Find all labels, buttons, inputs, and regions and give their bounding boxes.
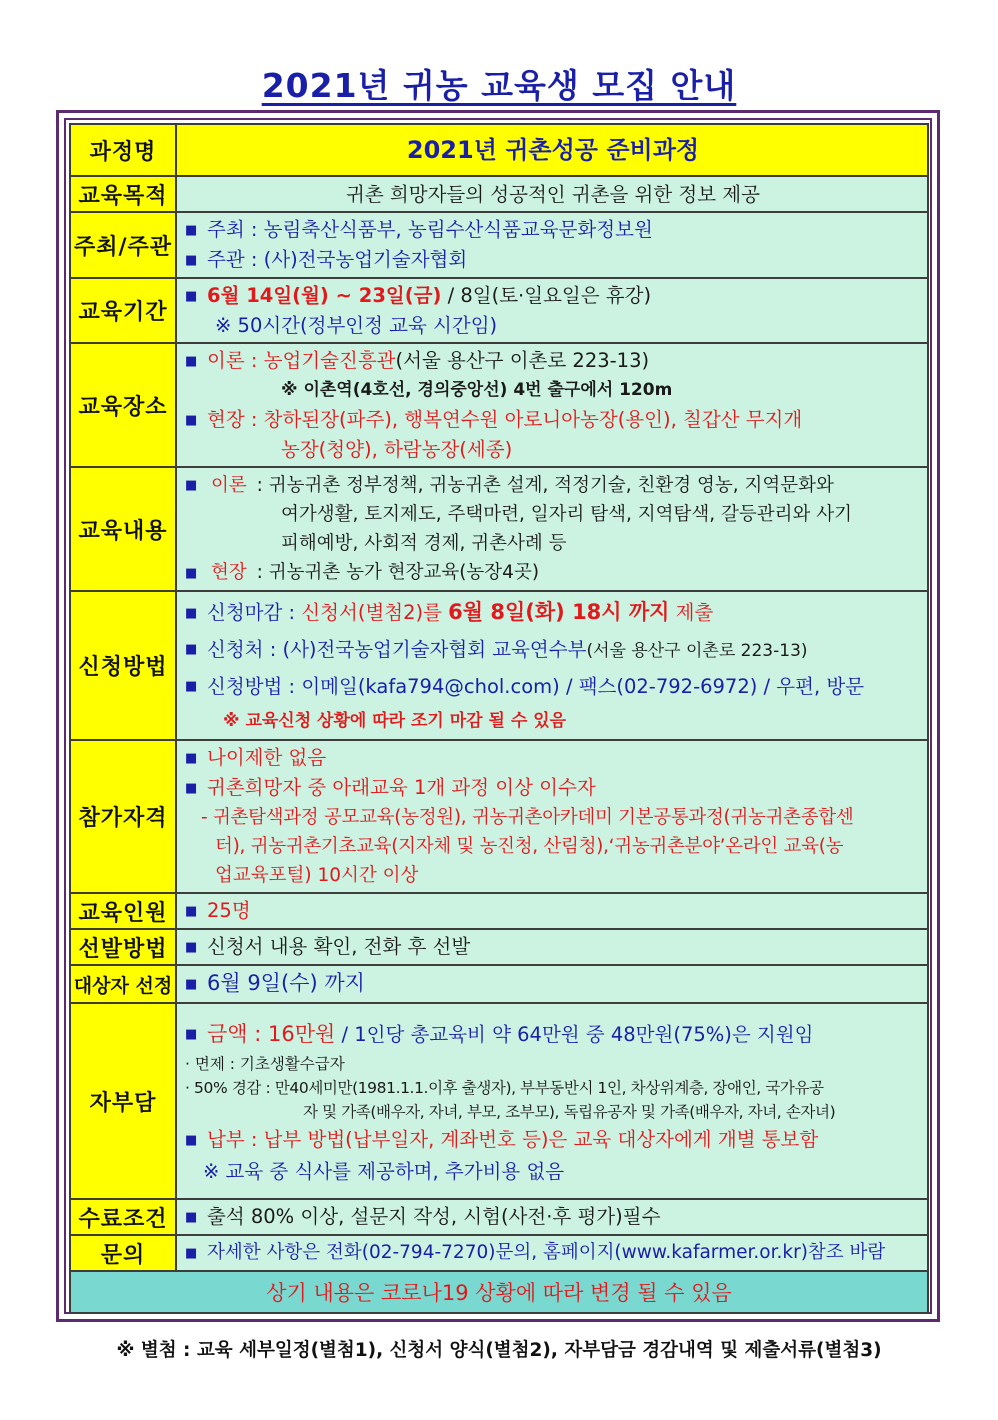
content-field-key: 현장 [211, 562, 247, 583]
place-field-key: 현장 : [207, 408, 264, 431]
target-text: 6월 9일(수) 까지 [207, 971, 365, 996]
qualification-value [176, 740, 928, 893]
purpose-value: 귀촌 희망자들의 성공적인 귀촌을 위한 정보 제공 [176, 176, 928, 212]
apply-where: 신청처 : (사)전국농업기술자협회 교육연수부 [207, 637, 587, 661]
qualification-line3: - 귀촌탐색과정 공모교육(농정원), 귀농귀촌아카데미 기본공통과정(귀농귀촌종합센 [201, 807, 854, 828]
fee-amount-rest: / 1인당 총교육비 약 64만원 중 48만원(75%)은 지원임 [335, 1022, 814, 1046]
contact-label: 문의 [70, 1235, 176, 1271]
fee-payment: 납부 : 납부 방법(납부일자, 계좌번호 등)은 교육 대상자에게 개별 통보함 [207, 1128, 819, 1151]
page-title: 2021년 귀농 교육생 모집 안내 [261, 66, 737, 105]
square-bullet-icon: ■ [185, 781, 198, 796]
fee-discount-line1: · 50% 경감 : 만40세미만(1981.1.1.이후 출생자), 부부동반시 1인, 차상위계층, 장애인, 국가유공 [185, 1079, 824, 1097]
qualification-line4: 터), 귀농귀촌기초교육(지자체 및 농진청, 산림청),‘귀농귀촌분야’온라인 교육(농 [215, 836, 844, 857]
square-bullet-icon: ■ [185, 1132, 198, 1148]
apply-value [176, 591, 928, 740]
notice-inner-frame [64, 118, 932, 1314]
period-dates: 6월 14일(월) ~ 23일(금) [207, 284, 442, 307]
contact-value [176, 1235, 928, 1271]
apply-deadline-end: 제출 [669, 601, 714, 624]
completion-value [176, 1199, 928, 1235]
content-theory-line2: 여가생활, 토지제도, 주택마련, 일자리 탐색, 지역탐색, 갈등관리와 사기 [281, 504, 852, 525]
square-bullet-icon: ■ [185, 904, 198, 919]
period-hours: ※ 50시간(정부인정 교육 시간임) [215, 314, 498, 337]
square-bullet-icon: ■ [185, 642, 198, 657]
apply-deadline-date: 6월 8일(화) 18시 까지 [448, 600, 670, 624]
apply-deadline-key: 신청마감 : [207, 601, 302, 624]
fee-value [176, 1003, 928, 1199]
place-theory-address: (서울 용산구 이촌로 223-13) [395, 349, 650, 372]
place-theory-note: ※ 이촌역(4호선, 경의중앙선) 4번 출구에서 120m [281, 380, 673, 400]
place-field-line1: 창하된장(파주), 행복연수원 아로니아농장(용인), 칠갑산 무지개 [263, 408, 803, 431]
host-label: 주최/주관 [70, 212, 176, 278]
contact-text: 자세한 사항은 전화(02-794-7270)문의, 홈페이지(www.kafarmer.or.kr)참조 바람 [207, 1242, 886, 1264]
content-label: 교육내용 [70, 467, 176, 591]
qualification-line1: 나이제한 없음 [207, 746, 327, 769]
content-field-text: : 귀농귀촌 농가 현장교육(농장4곳) [250, 562, 540, 583]
apply-label: 신청방법 [70, 591, 176, 740]
square-bullet-icon: ■ [185, 1245, 198, 1261]
fee-amount: 금액 : 16만원 [207, 1021, 336, 1046]
square-bullet-icon: ■ [185, 976, 198, 992]
square-bullet-icon: ■ [185, 940, 198, 955]
apply-note: ※ 교육신청 상황에 따라 조기 마감 될 수 있음 [223, 711, 567, 731]
square-bullet-icon: ■ [185, 565, 198, 581]
qualification-line2: 귀촌희망자 중 아래교육 1개 과정 이상 이수자 [207, 776, 596, 799]
fee-exempt: · 면제 : 기초생활수급자 [185, 1055, 345, 1073]
apply-deadline-doc: 신청서(별첨2)를 [301, 601, 449, 624]
place-theory-name: 농업기술진흥관 [263, 349, 396, 372]
period-rest: / 8일(토·일요일은 휴강) [441, 284, 652, 307]
capacity-label: 교육인원 [70, 893, 176, 929]
period-label: 교육기간 [70, 278, 176, 343]
content-value [176, 467, 928, 591]
host-value [176, 212, 928, 278]
square-bullet-icon: ■ [185, 223, 198, 238]
host-organizer: 주최 : 농림축산식품부, 농림수산식품교육문화정보원 [207, 218, 653, 241]
selection-text: 신청서 내용 확인, 전화 후 선발 [207, 935, 471, 958]
host-operator: 주관 : (사)전국농업기술자협회 [207, 248, 468, 271]
square-bullet-icon: ■ [185, 289, 198, 304]
apply-where-address: (서울 용산구 이촌로 223-13) [586, 640, 808, 661]
square-bullet-icon: ■ [185, 253, 198, 268]
place-label: 교육장소 [70, 343, 176, 467]
period-value [176, 278, 928, 343]
completion-label: 수료조건 [70, 1199, 176, 1235]
capacity-value [176, 893, 928, 929]
content-theory-line3: 피해예방, 사회적 경제, 귀촌사례 등 [281, 533, 567, 554]
square-bullet-icon: ■ [185, 751, 198, 766]
capacity-text: 25명 [207, 899, 251, 922]
square-bullet-icon: ■ [185, 679, 198, 694]
content-theory-key: 이론 [211, 474, 247, 496]
square-bullet-icon: ■ [185, 605, 198, 621]
footer-notice: 상기 내용은 코로나19 상황에 따라 변경 될 수 있음 [70, 1271, 928, 1313]
attachment-note: ※ 별첨 : 교육 세부일정(별첨1), 신청서 양식(별첨2), 자부담금 경감내역 및 제출서류(별첨3) [116, 1340, 882, 1361]
place-theory-key: 이론 : [207, 349, 264, 372]
notice-table [69, 123, 929, 1314]
square-bullet-icon: ■ [185, 1210, 198, 1225]
qualification-line5: 업교육포털) 10시간 이상 [215, 865, 419, 886]
completion-text: 출석 80% 이상, 설문지 작성, 시험(사전·후 평가)필수 [207, 1205, 661, 1228]
place-value [176, 343, 928, 467]
course-label: 과정명 [70, 124, 176, 176]
target-label: 대상자 선정 [70, 965, 176, 1003]
purpose-label: 교육목적 [70, 176, 176, 212]
fee-meal-note: ※ 교육 중 식사를 제공하며, 추가비용 없음 [203, 1159, 565, 1183]
apply-how: 신청방법 : 이메일(kafa794@chol.com) / 팩스(02-792-6972) / 우편, 방문 [207, 674, 865, 698]
notice-frame [56, 110, 940, 1322]
fee-label: 자부담 [70, 1003, 176, 1199]
selection-value [176, 929, 928, 965]
place-field-line2: 농장(청양), 하람농장(세종) [281, 438, 513, 461]
target-value [176, 965, 928, 1003]
course-value: 2021년 귀촌성공 준비과정 [176, 124, 928, 176]
square-bullet-icon: ■ [185, 478, 198, 493]
square-bullet-icon: ■ [185, 1027, 198, 1042]
selection-label: 선발방법 [70, 929, 176, 965]
content-theory-line1: : 귀농귀촌 정부정책, 귀농귀촌 설계, 적정기술, 친환경 영농, 지역문화와 [250, 474, 834, 496]
qualification-label: 참가자격 [70, 740, 176, 893]
fee-discount-line2: 자 및 가족(배우자, 자녀, 부모, 조부모), 독립유공자 및 가족(배우자, 자녀, 손자녀) [303, 1103, 836, 1121]
square-bullet-icon: ■ [185, 413, 198, 428]
square-bullet-icon: ■ [185, 354, 198, 369]
